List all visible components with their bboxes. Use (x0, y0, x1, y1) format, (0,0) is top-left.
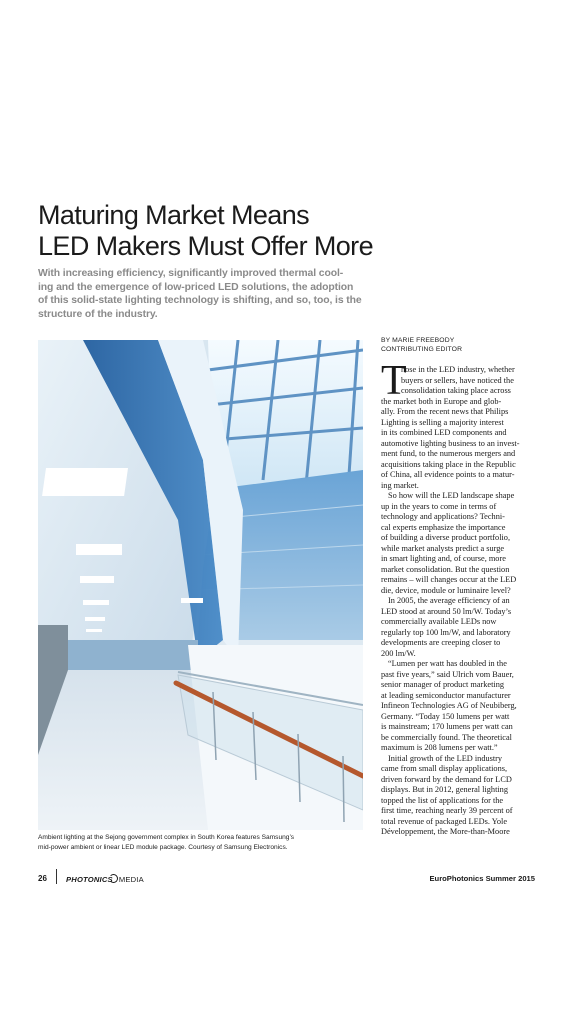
body-line: topped the list of applications for the (381, 795, 504, 805)
body-line: of China, all evidence points to a matur- (381, 470, 515, 479)
body-line: ally. From the recent news that Philips (381, 407, 509, 416)
body-line: up in the years to come in terms of (381, 501, 497, 511)
body-line: regularly top 100 lm/W, and laboratory (381, 627, 511, 637)
body-line: ing market. (381, 480, 419, 490)
photonics-media-logo (66, 874, 144, 885)
caption-line: mid-power ambient or linear LED module package. Courtesy of Samsung Electronics. (38, 843, 288, 851)
body-line: Lighting is selling a majority interest (381, 417, 504, 427)
interior-photo (38, 340, 363, 830)
article-title (38, 200, 438, 262)
body-line: at leading semiconductor manufacturer (381, 690, 511, 700)
body-line: senior manager of product marketing (381, 680, 505, 689)
deck-line: ing and the emergence of low-priced LED solutions, the adoption (38, 281, 354, 293)
body-line: remains – will changes occur at the LED (381, 575, 517, 584)
body-line: is mainstream; 170 lumens per watt can (381, 722, 513, 731)
article-body (381, 365, 543, 838)
title-line-2: LED Makers Must Offer More (38, 231, 373, 261)
deck-line: With increasing efficiency, significantly improved thermal cool- (38, 268, 344, 279)
body-line: total revenue of packaged LEDs. Yole (381, 816, 508, 826)
title-line-1: Maturing Market Means (38, 200, 310, 230)
caption-line: Ambient lighting at the Sejong government complex in South Korea features Samsung’s (38, 834, 295, 841)
body-line: driven forward by the demand for LCD (381, 774, 512, 784)
body-line: acquisitions taking place in the Republic (381, 459, 516, 469)
footer-divider (56, 869, 57, 884)
body-line: cal experts emphasize the importance (381, 522, 506, 532)
body-line: ment fund, to the numerous mergers and (381, 449, 516, 458)
body-line: in its combined LED components and (381, 428, 507, 437)
body-line: be commercially found. The theoretical (381, 732, 512, 742)
issue-label: EuroPhotonics Summer 2015 (429, 874, 535, 883)
logo-photonics: PHOTONICS (66, 875, 113, 884)
deck-line: structure of the industry. (38, 308, 158, 320)
body-line: “Lumen per watt has doubled in the (388, 659, 507, 668)
body-line: first time, reaching nearly 39 percent of (381, 806, 513, 815)
drop-cap: T (381, 358, 407, 404)
byline (381, 337, 541, 354)
body-line: technology and applications? Techni- (381, 512, 505, 521)
body-line: Germany. “Today 150 lumens per watt (381, 711, 510, 721)
page-number: 26 (38, 874, 47, 883)
body-line: while market analysts predict a surge (381, 543, 505, 553)
body-line: market consolidation. But the question (381, 564, 510, 574)
body-line: developments are creeping closer to (381, 638, 501, 647)
body-line: Initial growth of the LED industry (388, 753, 503, 763)
author-role: CONTRIBUTING EDITOR (381, 345, 463, 353)
body-line: Développement, the More-than-Moore (381, 827, 510, 836)
body-line: buyers or sellers, have noticed the (401, 375, 514, 385)
body-line: the market both in Europe and glob- (381, 396, 502, 406)
photo-caption (38, 833, 368, 852)
logo-media: MEDIA (118, 875, 144, 884)
body-line: in smart lighting and, of course, more (381, 554, 506, 563)
body-line: die, device, module or luminaire level? (381, 585, 511, 595)
body-line: came from small display applications, (381, 764, 508, 773)
body-line: LED stood at around 50 lm/W. Today’s (381, 606, 512, 616)
body-line: In 2005, the average efficiency of an (388, 596, 510, 605)
body-line: hose in the LED industry, whether (401, 365, 515, 374)
body-line: displays. But in 2012, general lighting (381, 785, 508, 794)
body-line: automotive lighting business to an invest- (381, 438, 520, 448)
deck-line: of this solid-state lighting technology is shifting, and so, too, is the (38, 295, 362, 307)
body-line: past five years,” said Ulrich vom Bauer, (381, 669, 514, 679)
author-name: BY MARIE FREEBODY (381, 337, 455, 344)
body-line: maximum is 208 lumens per watt.” (381, 743, 498, 752)
article-deck (38, 267, 368, 321)
body-line: 200 lm/W. (381, 648, 416, 658)
body-line: commercially available LEDs now (381, 617, 497, 626)
body-line: So how will the LED landscape shape (388, 491, 515, 500)
body-line: of building a diverse product portfolio, (381, 533, 511, 542)
body-line: consolidation taking place across (401, 386, 511, 395)
body-line: Infineon Technologies AG of Neubiberg, (381, 701, 517, 710)
logo-ring-icon (109, 874, 118, 883)
